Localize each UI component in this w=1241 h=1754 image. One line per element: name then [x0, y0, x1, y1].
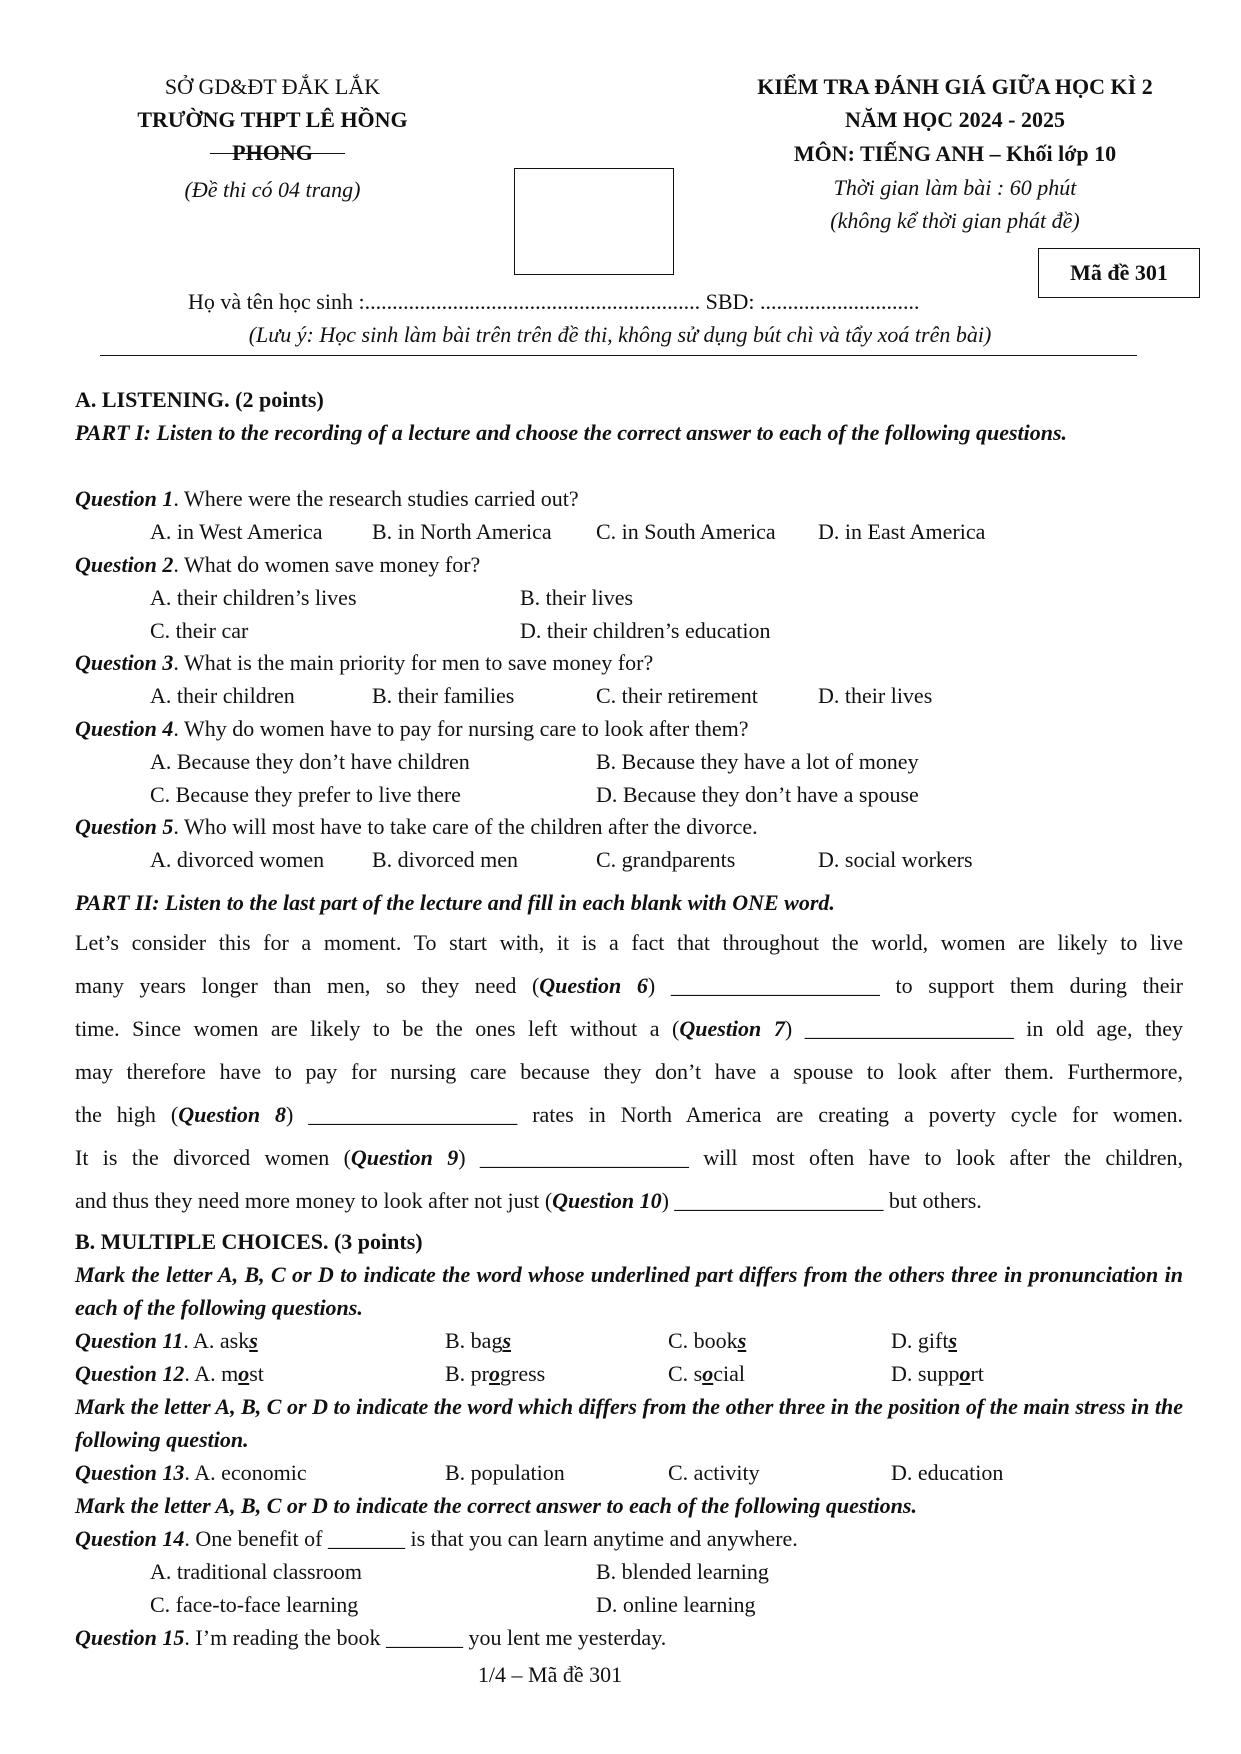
q3-option-d[interactable]: D. their lives [818, 683, 933, 708]
q11-option-c[interactable]: C. books [668, 1328, 747, 1353]
q13-option-c[interactable]: C. activity [668, 1460, 760, 1485]
q4-option-b[interactable]: B. Because they have a lot of money [596, 749, 919, 774]
part2-instruction: PART II: Listen to the last part of the lecture and fill in each blank with ONE word. [75, 890, 835, 915]
question-2: Question 2. What do women save money for? [75, 552, 481, 577]
q1-option-d[interactable]: D. in East America [818, 519, 986, 544]
blank-q10-label: Question 10 [552, 1188, 662, 1213]
blank-q6[interactable]: ) ___________________ to support them during their [647, 973, 1183, 998]
question-11[interactable]: Question 11. A. asks [75, 1328, 258, 1353]
q3-option-a[interactable]: A. their children [150, 683, 295, 708]
q4-option-c[interactable]: C. Because they prefer to live there [150, 782, 461, 807]
score-box [514, 168, 674, 275]
q2-option-a[interactable]: A. their children’s lives [150, 585, 357, 610]
fill-in-passage [75, 921, 1183, 1222]
pages-note: (Đề thi có 04 trang) [184, 177, 361, 202]
question-4: Question 4. Why do women have to pay for nursing care to look after them? [75, 716, 749, 741]
q5-option-c[interactable]: C. grandparents [596, 847, 736, 872]
passage-line-2: many years longer than men, so they need (Question 6) ___________________ to support them during their [75, 973, 1183, 998]
q14-option-c[interactable]: C. face-to-face learning [150, 1592, 359, 1617]
blank-q8-label: Question 8 [178, 1102, 287, 1127]
exam-title: KIỂM TRA ĐÁNH GIÁ GIỮA HỌC KÌ 2 [757, 74, 1153, 99]
passage-line-6: It is the divorced women (Question 9) ___________________ will most often have to look after the children, [75, 1145, 1183, 1170]
question-14: Question 14. One benefit of _______ is that you can learn anytime and anywhere. [75, 1526, 798, 1551]
student-info-line: Họ và tên học sinh :............................................................. SBD: ............................. [188, 289, 920, 314]
q3-option-b[interactable]: B. their families [372, 683, 515, 708]
passage-line-5: the high (Question 8) ___________________ rates in North America are creating a poverty cycle for women. [75, 1102, 1183, 1127]
blank-q6-label: Question 6 [539, 973, 648, 998]
stress-instruction: Mark the letter A, B, C or D to indicate the word which differs from the other three in the position of the main stress in the following question. [75, 1394, 1183, 1452]
blank-q7-label: Question 7 [679, 1016, 785, 1041]
q12-option-c[interactable]: C. social [668, 1361, 746, 1386]
blank-q7[interactable]: ) ___________________ in old age, they [784, 1016, 1183, 1041]
q5-option-d[interactable]: D. social workers [818, 847, 973, 872]
blank-q10[interactable]: ) ___________________ but others. [661, 1188, 982, 1213]
blank-q9-label: Question 9 [350, 1145, 459, 1170]
q1-option-c[interactable]: C. in South America [596, 519, 776, 544]
exam-note: (Lưu ý: Học sinh làm bài trên trên đề thi, không sử dụng bút chì và tẩy xoá trên bài) [248, 322, 992, 347]
q13-option-d[interactable]: D. education [891, 1460, 1004, 1485]
q12-option-b[interactable]: B. progress [445, 1361, 546, 1386]
exam-code-box: Mã đề 301 [1038, 248, 1200, 298]
q5-option-a[interactable]: A. divorced women [150, 847, 325, 872]
q4-option-a[interactable]: A. Because they don’t have children [150, 749, 470, 774]
pronunciation-instruction: Mark the letter A, B, C or D to indicate the word whose underlined part differs from the others three in pronunciation in each of the following questions. [75, 1262, 1183, 1320]
question-5: Question 5. Who will most have to take care of the children after the divorce. [75, 814, 758, 839]
school-name: TRƯỜNG THPT LÊ HỒNG PHONG [137, 107, 408, 165]
page-footer: 1/4 – Mã đề 301 [477, 1662, 623, 1687]
header-divider [210, 153, 345, 154]
q2-option-b[interactable]: B. their lives [520, 585, 634, 610]
question-12[interactable]: Question 12. A. most [75, 1361, 264, 1386]
q2-option-c[interactable]: C. their car [150, 618, 249, 643]
section-b-title: B. MULTIPLE CHOICES. (3 points) [75, 1229, 423, 1254]
correct-answer-instruction: Mark the letter A, B, C or D to indicate the correct answer to each of the following questions. [75, 1493, 917, 1518]
q2-option-d[interactable]: D. their children’s education [520, 618, 771, 643]
question-3: Question 3. What is the main priority for men to save money for? [75, 650, 654, 675]
q12-option-d[interactable]: D. support [891, 1361, 984, 1386]
q4-option-d[interactable]: D. Because they don’t have a spouse [596, 782, 919, 807]
q14-option-b[interactable]: B. blended learning [596, 1559, 769, 1584]
time-note: (không kể thời gian phát đề) [830, 208, 1080, 233]
passage-line-1: Let’s consider this for a moment. To start with, it is a fact that throughout the world, women are likely to live [75, 930, 1183, 955]
department-name: SỞ GD&ĐT ĐẮK LẮK [164, 74, 381, 99]
q14-option-a[interactable]: A. traditional classroom [150, 1559, 363, 1584]
blank-q8[interactable]: ) ___________________ rates in North America are creating a poverty cycle for women. [286, 1102, 1183, 1127]
q11-option-d[interactable]: D. gifts [891, 1328, 958, 1353]
passage-line-4: may therefore have to pay for nursing care because they don’t have a spouse to look after them. Furthermore, [75, 1059, 1183, 1084]
passage-line-7: and thus they need more money to look after not just (Question 10) ___________________ but others. [75, 1188, 982, 1213]
q11-option-b[interactable]: B. bags [445, 1328, 512, 1353]
subject: MÔN: TIẾNG ANH – Khối lớp 10 [793, 141, 1117, 166]
question-13[interactable]: Question 13. A. economic [75, 1460, 307, 1485]
q1-option-b[interactable]: B. in North America [372, 519, 552, 544]
q3-option-c[interactable]: C. their retirement [596, 683, 758, 708]
q13-option-b[interactable]: B. population [445, 1460, 565, 1485]
q1-option-a[interactable]: A. in West America [150, 519, 323, 544]
school-year: NĂM HỌC 2024 - 2025 [845, 107, 1065, 132]
question-15: Question 15. I’m reading the book _______ you lent me yesterday. [75, 1625, 667, 1650]
passage-line-3: time. Since women are likely to be the ones left without a (Question 7) ___________________ in old age, they [75, 1016, 1183, 1041]
header-rule [100, 355, 1137, 356]
q5-option-b[interactable]: B. divorced men [372, 847, 519, 872]
time-limit: Thời gian làm bài : 60 phút [833, 175, 1077, 200]
q14-option-d[interactable]: D. online learning [596, 1592, 756, 1617]
part1-instruction: PART I: Listen to the recording of a lecture and choose the correct answer to each of the following questions. [75, 420, 1068, 445]
question-1: Question 1. Where were the research studies carried out? [75, 486, 579, 511]
blank-q9[interactable]: ) ___________________ will most often have to look after the children, [458, 1145, 1183, 1170]
section-a-title: A. LISTENING. (2 points) [75, 387, 324, 412]
